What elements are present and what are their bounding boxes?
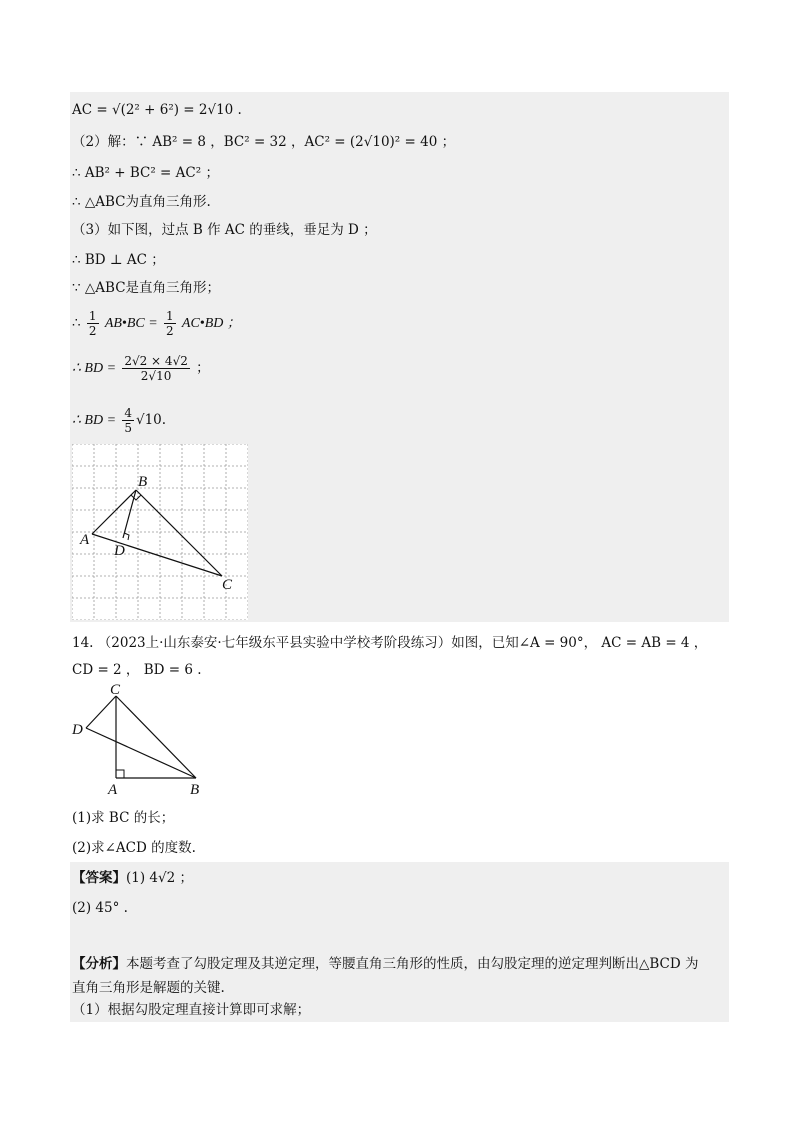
fraction-numerator: 1: [165, 309, 174, 323]
semicolon: ；: [196, 360, 210, 376]
analysis-line-2: 直角三角形是解题的关键.: [72, 980, 225, 996]
result-fraction: [122, 406, 134, 435]
part2-sum-line: ∴ AB² + BC² = AC² ；: [72, 165, 219, 181]
analysis-line-3: （1）根据勾股定理直接计算即可求解；: [72, 1002, 311, 1018]
bd-equals: ∴ BD =: [72, 361, 117, 376]
part3-right-triangle: [72, 278, 220, 298]
part3-perpendicular: ∴ BD ⊥ AC ；: [72, 252, 165, 268]
segment-db: [86, 728, 196, 778]
area-product-right: AC•BD ；: [181, 316, 241, 331]
question-source: （2023上·山东泰安·七年级东平县实验中学校考阶段练习）如图，已知∠A = 90°， AC = AB = 4 ，: [97, 635, 708, 651]
segment-dc: [86, 696, 116, 728]
therefore-symbol: ∴: [72, 315, 81, 331]
analysis-tag: 【分析】: [72, 956, 126, 972]
part3-area-equation: [72, 306, 241, 341]
label-b: B: [138, 474, 148, 490]
label-c: C: [222, 577, 233, 593]
question-diagram: [70, 684, 220, 800]
grid-diagram: [72, 444, 248, 620]
part2-conclusion: [72, 192, 211, 212]
half-fraction-1: [87, 309, 99, 338]
right-angle-mark-a: [116, 770, 124, 778]
ac-calculation: AC = √(2² + 6²) = 2√10 .: [72, 102, 242, 118]
label-d: D: [114, 543, 125, 559]
triangle-symbol: ∴ △ABC: [72, 194, 126, 210]
segment-cb: [116, 696, 196, 778]
fraction-denominator: 2: [88, 324, 97, 338]
answer-tag: 【答案】: [72, 870, 126, 886]
analysis-line-1: [72, 954, 699, 974]
conclusion-text: 为直角三角形.: [125, 194, 211, 210]
bd-fraction: [122, 354, 190, 383]
label-a: A: [80, 532, 90, 548]
label-b: B: [190, 782, 200, 798]
part3-intro: （3）如下图，过点 B 作 AC 的垂线，垂足为 D ；: [72, 222, 377, 238]
right-triangle-text: 是直角三角形；: [125, 280, 221, 296]
fraction-numerator: 1: [88, 309, 97, 323]
label-a: A: [108, 782, 118, 798]
part3-bd-result: [72, 402, 166, 439]
sub-question-2: (2)求∠ACD 的度数.: [72, 840, 196, 856]
bd-equals: ∴ BD =: [72, 413, 117, 428]
triangle-symbol: △ABC: [84, 280, 126, 296]
part3-bd-expression: [72, 350, 210, 387]
label-c: C: [110, 684, 121, 698]
area-product-left: AB•BC =: [104, 316, 158, 331]
period: .: [161, 412, 167, 428]
question-number: 14.: [72, 635, 94, 651]
analysis-text-1: 本题考查了勾股定理及其逆定理，等腰直角三角形的性质，由勾股定理的逆定理判断出△BCD 为: [126, 956, 699, 972]
question-14-line2: CD = 2 ， BD = 6 .: [72, 662, 202, 678]
because-symbol: ∵: [72, 280, 85, 296]
fraction-denominator: 5: [124, 421, 132, 435]
result-radical: √10: [135, 412, 162, 428]
fraction-denominator: 2√10: [140, 369, 172, 383]
answer-line-2: (2) 45° .: [72, 900, 128, 916]
question-14-line1: [72, 633, 707, 653]
fraction-numerator: 2√2 × 4√2: [124, 354, 188, 368]
label-d: D: [72, 722, 83, 738]
answer-1: (1) 4√2 ；: [126, 870, 193, 886]
sub-question-1: (1)求 BC 的长；: [72, 810, 175, 826]
fraction-numerator: 4: [124, 406, 132, 420]
part2-line: （2）解：∵ AB² = 8 ，BC² = 32 ，AC² = (2√10)² = 40 ；: [72, 134, 456, 150]
half-fraction-2: [164, 309, 176, 338]
fraction-denominator: 2: [165, 324, 174, 338]
answer-line-1: [72, 868, 193, 888]
